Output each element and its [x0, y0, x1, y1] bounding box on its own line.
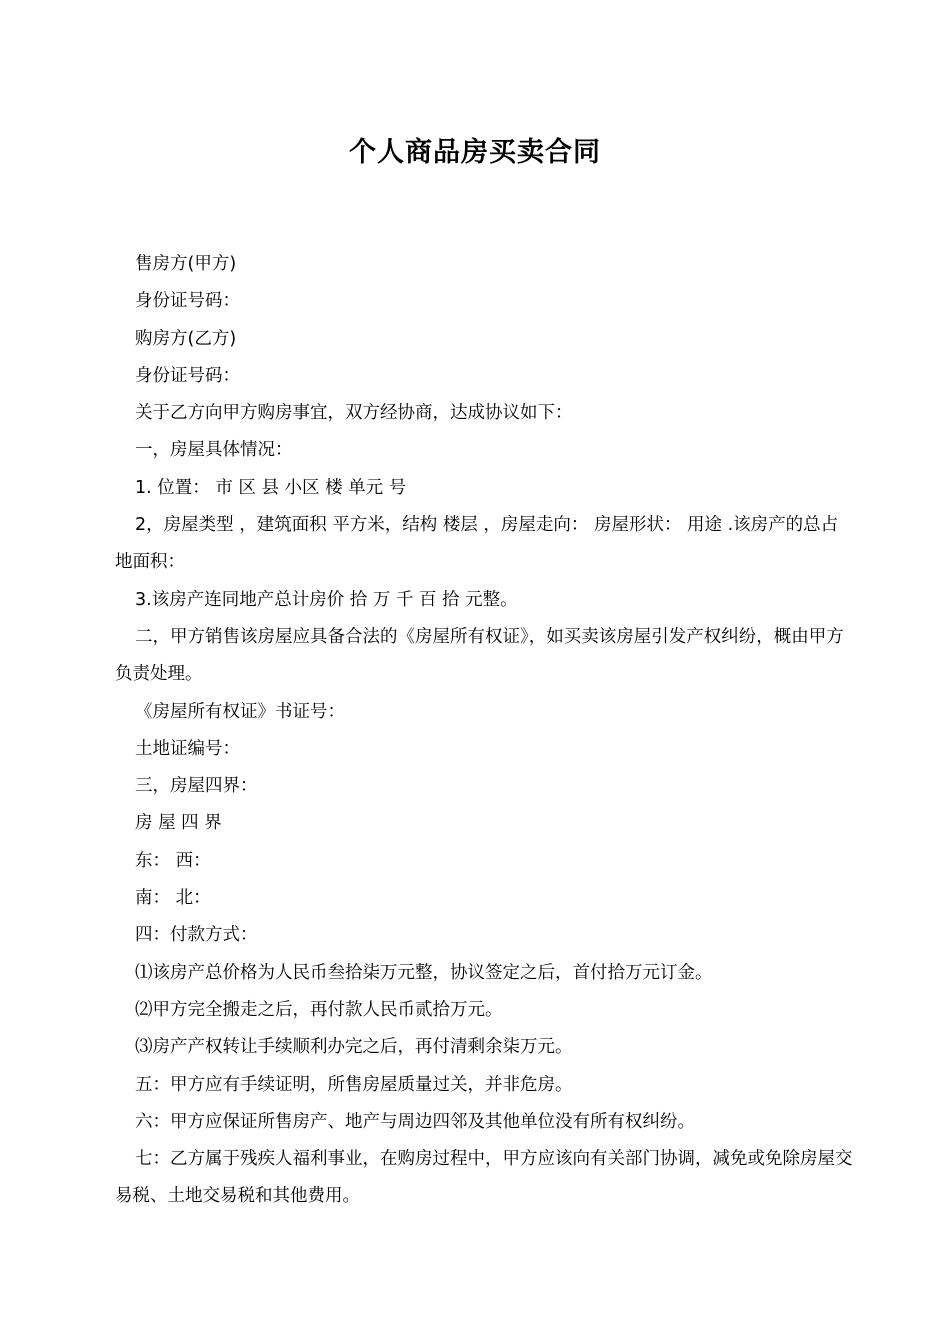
boundaries-heading: 房 屋 四 界: [135, 813, 222, 834]
buyer-line: 购房方(乙方): [135, 328, 237, 349]
ownership-cert-line: 《房屋所有权证》书证号：: [135, 701, 345, 722]
section-1-heading: 一，房屋具体情况：: [135, 440, 293, 461]
document-title: 个人商品房买卖合同: [349, 137, 601, 168]
payment-item-1: ⑴该房产总价格为人民币叁拾柒万元整，协议签定之后，首付拾万元订金。: [135, 962, 713, 983]
section-7-paragraph: 七：乙方属于残疾人福利事业，在购房过程中，甲方应该向有关部门协调，减免或免除房屋交易税、土地交易税和其他费用。: [115, 1149, 853, 1207]
section-3-heading: 三，房屋四界：: [135, 776, 258, 797]
agreement-intro: 关于乙方向甲方购房事宜，双方经协商，达成协议如下：: [135, 403, 573, 424]
contract-body: [115, 246, 855, 1216]
section-4-heading: 四：付款方式：: [135, 925, 258, 946]
seller-id-line: 身份证号码：: [135, 291, 240, 312]
seller-line: 售房方(甲方): [135, 254, 237, 274]
house-type-paragraph: 2，房屋类型 ，建筑面积 平方米，结构 楼层 ，房屋走向： 房屋形状： 用途 .该房产的总占地面积：: [115, 515, 839, 573]
price-line: 3.该房产连同地产总计房价 拾 万 千 百 拾 元整。: [135, 589, 518, 610]
section-5-line: 五：甲方应有手续证明，所售房屋质量过关，并非危房。: [135, 1074, 573, 1095]
south-north-line: 南： 北：: [135, 888, 211, 909]
payment-item-3: ⑶房产产权转让手续顺利办完之后，再付清剩余柒万元。: [135, 1037, 573, 1058]
payment-item-2: ⑵甲方完全搬走之后，再付款人民币贰拾万元。: [135, 999, 503, 1020]
land-cert-line: 土地证编号：: [135, 738, 240, 759]
location-line: 1. 位置： 市 区 县 小区 楼 单元 号: [135, 477, 407, 498]
buyer-id-line: 身份证号码：: [135, 365, 240, 386]
section-6-line: 六：甲方应保证所售房产、地产与周边四邻及其他单位没有所有权纠纷。: [135, 1111, 695, 1132]
east-west-line: 东： 西：: [135, 850, 211, 871]
section-2-paragraph: 二，甲方销售该房屋应具备合法的《房屋所有权证》，如买卖该房屋引发产权纠纷，概由甲方负责处理。: [115, 626, 844, 685]
